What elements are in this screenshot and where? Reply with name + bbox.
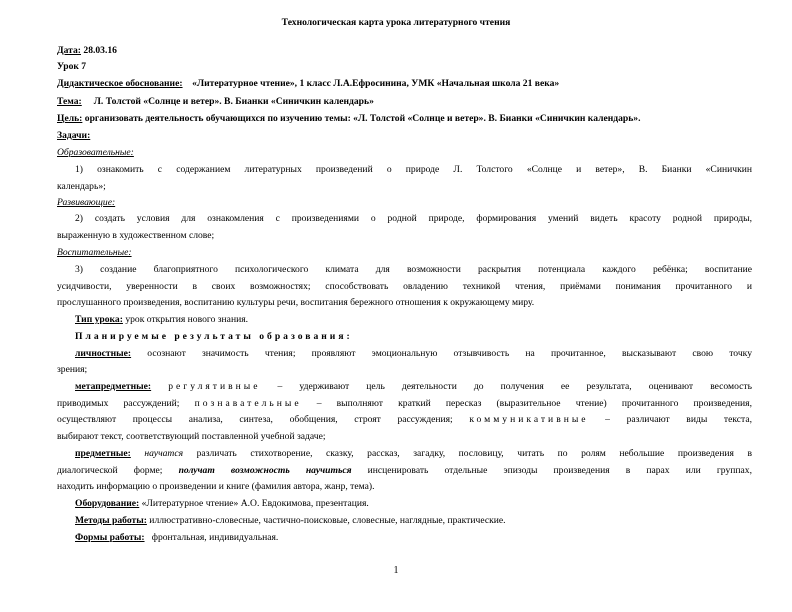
- personal-line-1: [75, 348, 752, 359]
- date-line: [57, 45, 117, 56]
- didactic-line: [57, 78, 559, 89]
- forms-label: Формы работы:: [75, 532, 145, 543]
- personal-line-2: зрения;: [57, 364, 88, 375]
- metasubject-text-1: – удерживают цель деятельности до получения ее результата, оценивают весомость: [260, 381, 752, 392]
- metasubject-text-3b: – различают виды текста,: [588, 414, 753, 425]
- topic-line: [57, 96, 374, 107]
- developing-line-2: выраженную в художественном слове;: [57, 230, 215, 241]
- page-number: 1: [393, 565, 399, 576]
- subject-line-3: находить информацию о произведении и книге (фамилия автора, жанр, тема).: [57, 481, 375, 492]
- date-label: Дата:: [57, 45, 81, 56]
- subject-label: предметные:: [75, 448, 131, 459]
- goal-value: организовать деятельность обучающихся по изучению темы: «Л. Толстой «Солнце и ветер». В. Бианки «Синичкин календарь».: [82, 113, 641, 124]
- subject-text-1: различать стихотворение, сказку, рассказ, загадку, пословицу, читать по ролям небольшие произведения в: [183, 448, 752, 459]
- will-learn-label: научатся: [144, 448, 184, 459]
- educational-label: Образовательные:: [57, 147, 134, 158]
- goal-line: [57, 113, 641, 124]
- personal-text: осознают значимость чтения; проявляют эмоциональную отзывчивость на прочитанное, высказывают свою точку: [131, 348, 752, 359]
- tasks-label: Задачи:: [57, 130, 91, 141]
- upbringing-line-1: 3) создание благоприятного психологического климата для возможности раскрытия потенциала каждого ребёнка; воспитание: [75, 264, 752, 275]
- upbringing-line-3: прослушанного произведения, воспитанию культуры речи, воспитания бережного отношения к окружающему миру.: [57, 297, 535, 308]
- forms-line: [75, 532, 278, 543]
- upbringing-label: Воспитательные:: [57, 247, 132, 258]
- lesson-type-value: урок открытия нового знания.: [122, 314, 249, 325]
- cognitive-label: познавательные: [194, 398, 302, 409]
- upbringing-line-2: усидчивости, уверенности в своих возможностях; способствовать овладению техникой чтения, приёмами понимания прочитанного и: [57, 281, 752, 292]
- metasubject-line-1: [75, 381, 752, 392]
- educational-line-2: календарь»;: [57, 181, 106, 192]
- date-value: 28.03.16: [83, 45, 117, 56]
- subject-line-1: [75, 448, 752, 459]
- equipment-value: «Литературное чтение» А.О. Евдокимова, презентация.: [139, 498, 369, 509]
- methods-value: иллюстративно-словесные, частично-поисковые, словесные, наглядные, практические.: [146, 515, 506, 526]
- planned-results-heading: Планируемые результаты образования:: [75, 331, 353, 342]
- subject-line-2: [57, 465, 752, 476]
- subject-text-2a: диалогической форме;: [57, 465, 163, 476]
- document-title: Технологическая карта урока литературного чтения: [281, 17, 511, 28]
- methods-label: Методы работы:: [75, 515, 147, 526]
- metasubject-line-2: [57, 398, 752, 409]
- methods-line: [75, 515, 506, 526]
- equipment-label: Оборудование:: [75, 498, 140, 509]
- metasubject-text-2b: – выполняют краткий пересказ (выразительное чтение) прочитанного произведения,: [301, 398, 752, 409]
- developing-label: Развивающие:: [57, 197, 116, 208]
- subject-text-2b: инсценировать отдельные эпизоды произведения в парах или группах,: [351, 465, 752, 476]
- lesson-number: Урок 7: [57, 61, 87, 72]
- forms-value: фронтальная, индивидуальная.: [144, 532, 279, 543]
- communicative-label: коммуникативные: [469, 414, 589, 425]
- regulatory-label: регулятивные: [168, 381, 261, 392]
- educational-line-1: 1) ознакомить с содержанием литературных произведений о природе Л. Толстого «Солнце и ветер», В. Бианки «Синичкин: [75, 164, 752, 175]
- didactic-label: Дидактическое обоснование:: [57, 78, 183, 89]
- developing-line-1: 2) создать условия для ознакомления с произведениями о родной природе, формирования умений видеть красоту родной природы,: [75, 213, 752, 224]
- metasubject-text-3a: осуществляют процессы анализа, синтеза, обобщения, строят рассуждения;: [57, 414, 453, 425]
- lesson-type-label: Тип урока:: [75, 314, 123, 325]
- metasubject-label: метапредметные:: [75, 381, 152, 392]
- lesson-type-line: [75, 314, 248, 325]
- goal-label: Цель:: [57, 113, 83, 124]
- personal-label: личностные:: [75, 348, 132, 359]
- metasubject-line-4: выбирают текст, соответствующий поставленной учебной задаче;: [57, 431, 326, 442]
- can-learn-label: получат возможность научиться: [178, 465, 352, 476]
- metasubject-text-2a: приводимых рассуждений;: [57, 398, 180, 409]
- didactic-value: «Литературное чтение», 1 класс Л.А.Ефросинина, УМК «Начальная школа 21 века»: [192, 78, 560, 89]
- topic-value: Л. Толстой «Солнце и ветер». В. Бианки «Синичкин календарь»: [93, 96, 374, 107]
- equipment-line: [75, 498, 369, 509]
- metasubject-line-3: [57, 414, 752, 425]
- topic-label: Тема:: [57, 96, 82, 107]
